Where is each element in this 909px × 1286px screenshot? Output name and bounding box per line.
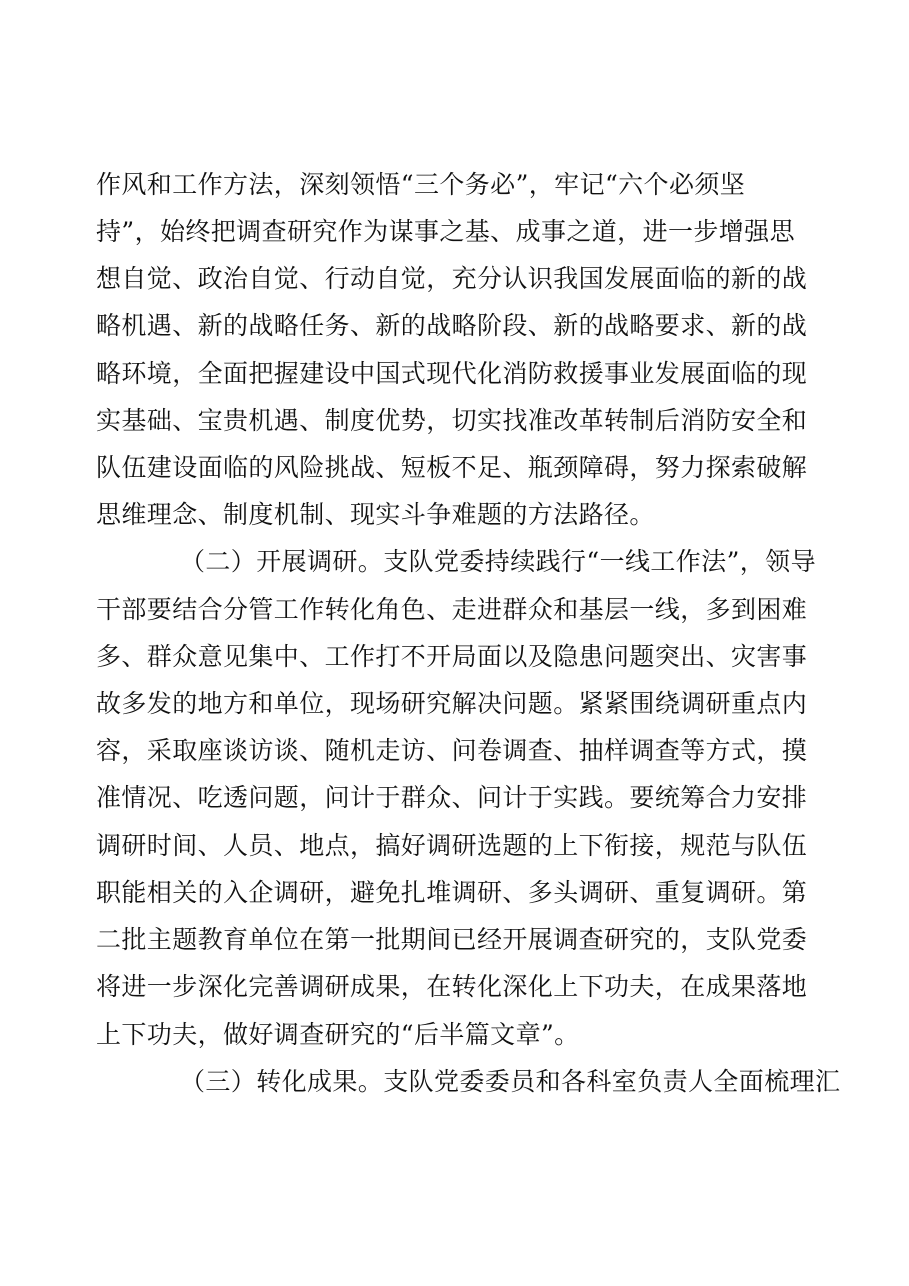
text-line: 干部要结合分管工作转化角色、走进群众和基层一线，多到困难 — [96, 595, 808, 624]
text-line: 二批主题教育单位在第一批期间已经开展调查研究的，支队党委 — [96, 925, 808, 954]
text-line: 调研时间、人员、地点，搞好调研选题的上下衔接，规范与队伍 — [96, 831, 808, 860]
text-line: 思维理念、制度机制、现实斗争难题的方法路径。 — [96, 500, 655, 529]
text-line: 作风和工作方法，深刻领悟“三个务必”，牢记“六个必须坚 — [96, 170, 746, 199]
text-line: 故多发的地方和单位，现场研究解决问题。紧紧围绕调研重点内 — [96, 689, 808, 718]
text-line: 上下功夫，做好调查研究的“后半篇文章”。 — [96, 1020, 580, 1049]
paragraph-heading-line: （二）开展调研。支队党委持续践行“一线工作法”，领导 — [180, 547, 816, 576]
text-line: 将进一步深化完善调研成果，在转化深化上下功夫，在成果落地 — [96, 972, 808, 1001]
text-line: 队伍建设面临的风险挑战、短板不足、瓶颈障碍，努力探索破解 — [96, 453, 808, 482]
text-line: 准情况、吃透问题，问计于群众、问计于实践。要统筹合力安排 — [96, 783, 808, 812]
paragraph-heading-line: （三）转化成果。支队党委委员和各科室负责人全面梳理汇 — [180, 1067, 841, 1096]
text-line: 持”，始终把调查研究作为谋事之基、成事之道，进一步增强思 — [96, 217, 795, 246]
text-line: 略机遇、新的战略任务、新的战略阶段、新的战略要求、新的战 — [96, 311, 808, 340]
text-line: 想自觉、政治自觉、行动自觉，充分认识我国发展面临的新的战 — [96, 264, 808, 293]
text-line: 实基础、宝贵机遇、制度优势，切实找准改革转制后消防安全和 — [96, 406, 808, 435]
text-line: 职能相关的入企调研，避免扎堆调研、多头调研、重复调研。第 — [96, 878, 808, 907]
text-line: 略环境，全面把握建设中国式现代化消防救援事业发展面临的现 — [96, 359, 808, 388]
text-line: 容，采取座谈访谈、随机走访、问卷调查、抽样调查等方式，摸 — [96, 736, 808, 765]
text-line: 多、群众意见集中、工作打不开局面以及隐患问题突出、灾害事 — [96, 642, 808, 671]
